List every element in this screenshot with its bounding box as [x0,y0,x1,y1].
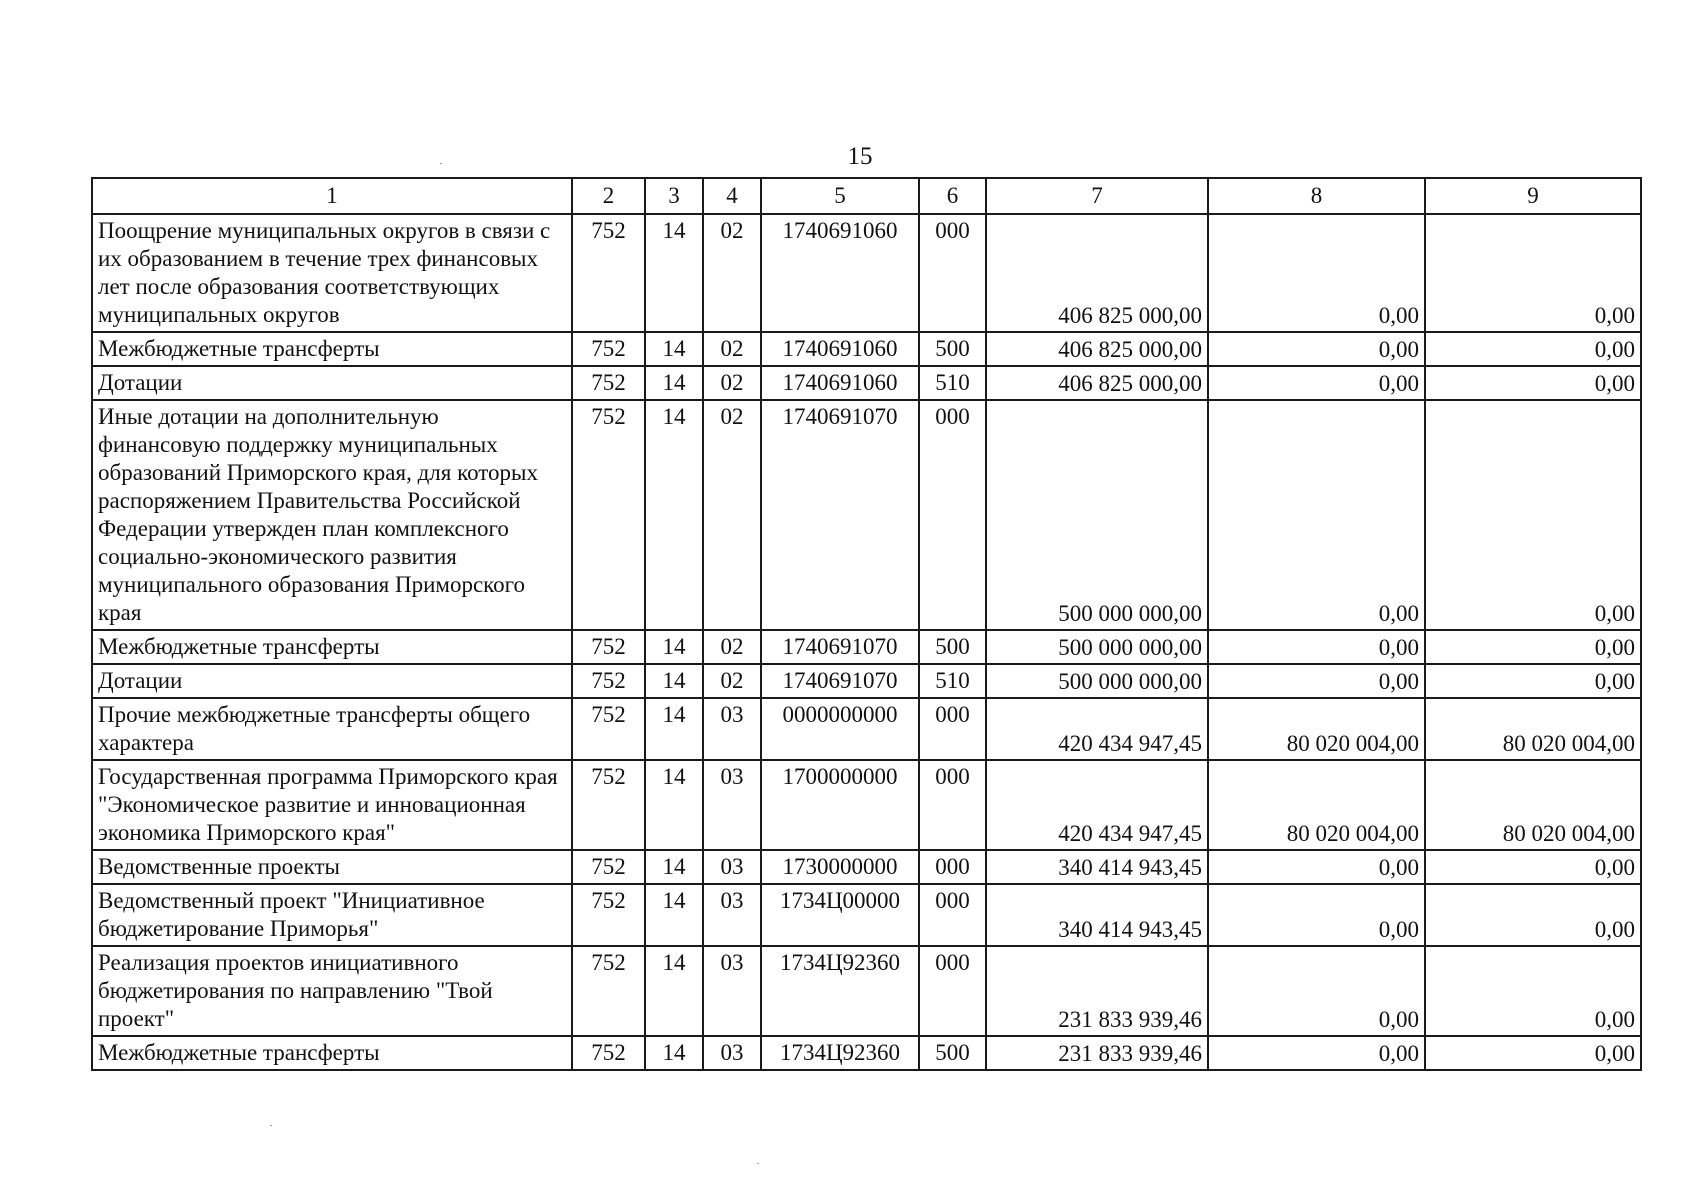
amount-col-7: 406 825 000,00 [986,214,1208,332]
table-row [92,332,1641,366]
ministry-code: 752 [572,698,645,760]
expense-type-code: 510 [919,664,986,698]
expense-type-code: 000 [919,760,986,850]
amount-col-8: 80 020 004,00 [1208,698,1425,760]
amount-col-9: 0,00 [1425,946,1641,1036]
amount-col-7: 420 434 947,45 [986,698,1208,760]
table-row [92,698,1641,760]
section-code: 14 [645,884,703,946]
subsection-code: 03 [703,884,761,946]
amount-col-7: 500 000 000,00 [986,630,1208,664]
column-header: 6 [919,178,986,214]
scan-speck [440,163,442,164]
amount-col-9: 80 020 004,00 [1425,698,1641,760]
amount-col-8: 0,00 [1208,214,1425,332]
budget-table [91,177,1642,1071]
table-row [92,214,1641,332]
amount-col-7: 231 833 939,46 [986,1036,1208,1070]
target-item-code: 1734Ц92360 [761,946,919,1036]
amount-col-7: 340 414 943,45 [986,884,1208,946]
table-row [92,664,1641,698]
ministry-code: 752 [572,400,645,630]
row-name: Межбюджетные трансферты [92,1036,572,1070]
row-name: Межбюджетные трансферты [92,630,572,664]
row-name: Поощрение муниципальных округов в связи с их образованием в течение трех финансовых лет после образования соответствующих муниципальных округов [92,214,572,332]
column-header: 1 [92,178,572,214]
row-name: Прочие межбюджетные трансферты общего характера [92,698,572,760]
subsection-code: 03 [703,946,761,1036]
amount-col-8: 0,00 [1208,884,1425,946]
subsection-code: 02 [703,630,761,664]
subsection-code: 03 [703,850,761,884]
amount-col-9: 0,00 [1425,630,1641,664]
table-row [92,850,1641,884]
row-name: Дотации [92,366,572,400]
ministry-code: 752 [572,214,645,332]
table-row [92,400,1641,630]
subsection-code: 03 [703,760,761,850]
column-header: 7 [986,178,1208,214]
amount-col-9: 0,00 [1425,214,1641,332]
ministry-code: 752 [572,664,645,698]
amount-col-9: 0,00 [1425,884,1641,946]
amount-col-9: 0,00 [1425,400,1641,630]
target-item-code: 1700000000 [761,760,919,850]
amount-col-7: 420 434 947,45 [986,760,1208,850]
amount-col-8: 0,00 [1208,400,1425,630]
table-header-row [92,178,1641,214]
amount-col-9: 0,00 [1425,1036,1641,1070]
row-name: Государственная программа Приморского края "Экономическое развитие и инновационная экономика Приморского края" [92,760,572,850]
expense-type-code: 000 [919,884,986,946]
section-code: 14 [645,698,703,760]
amount-col-7: 340 414 943,45 [986,850,1208,884]
section-code: 14 [645,630,703,664]
table-row [92,884,1641,946]
section-code: 14 [645,946,703,1036]
table-row [92,366,1641,400]
target-item-code: 1740691070 [761,630,919,664]
amount-col-8: 0,00 [1208,630,1425,664]
table-row [92,630,1641,664]
amount-col-8: 0,00 [1208,946,1425,1036]
column-header: 3 [645,178,703,214]
amount-col-8: 0,00 [1208,664,1425,698]
target-item-code: 1740691070 [761,664,919,698]
page-number: 15 [847,143,873,170]
amount-col-7: 500 000 000,00 [986,664,1208,698]
target-item-code: 1740691060 [761,332,919,366]
section-code: 14 [645,664,703,698]
column-header: 8 [1208,178,1425,214]
section-code: 14 [645,332,703,366]
section-code: 14 [645,214,703,332]
column-header: 5 [761,178,919,214]
section-code: 14 [645,400,703,630]
target-item-code: 1730000000 [761,850,919,884]
table-row [92,1036,1641,1070]
ministry-code: 752 [572,760,645,850]
expense-type-code: 000 [919,946,986,1036]
column-header: 4 [703,178,761,214]
expense-type-code: 510 [919,366,986,400]
ministry-code: 752 [572,366,645,400]
amount-col-8: 0,00 [1208,850,1425,884]
expense-type-code: 000 [919,850,986,884]
expense-type-code: 000 [919,400,986,630]
scan-speck [757,1163,759,1164]
target-item-code: 1740691060 [761,214,919,332]
table-row [92,760,1641,850]
amount-col-9: 0,00 [1425,366,1641,400]
section-code: 14 [645,1036,703,1070]
row-name: Ведомственные проекты [92,850,572,884]
section-code: 14 [645,366,703,400]
amount-col-8: 0,00 [1208,366,1425,400]
amount-col-8: 0,00 [1208,332,1425,366]
amount-col-9: 80 020 004,00 [1425,760,1641,850]
amount-col-7: 406 825 000,00 [986,332,1208,366]
target-item-code: 1740691060 [761,366,919,400]
section-code: 14 [645,760,703,850]
row-name: Межбюджетные трансферты [92,332,572,366]
amount-col-8: 0,00 [1208,1036,1425,1070]
amount-col-8: 80 020 004,00 [1208,760,1425,850]
expense-type-code: 500 [919,332,986,366]
ministry-code: 752 [572,332,645,366]
target-item-code: 1734Ц00000 [761,884,919,946]
ministry-code: 752 [572,1036,645,1070]
ministry-code: 752 [572,884,645,946]
subsection-code: 02 [703,400,761,630]
column-header: 9 [1425,178,1641,214]
section-code: 14 [645,850,703,884]
subsection-code: 02 [703,214,761,332]
subsection-code: 03 [703,698,761,760]
expense-type-code: 000 [919,698,986,760]
target-item-code: 1740691070 [761,400,919,630]
row-name: Иные дотации на дополнительную финансовую поддержку муниципальных образований Приморского края, для которых распоряжением Правительства Российской Федерации утвержден план комплексного социально-экономического развития муниципального образования Приморского края [92,400,572,630]
subsection-code: 02 [703,366,761,400]
column-header: 2 [572,178,645,214]
subsection-code: 02 [703,664,761,698]
amount-col-9: 0,00 [1425,332,1641,366]
row-name: Реализация проектов инициативного бюджетирования по направлению "Твой проект" [92,946,572,1036]
target-item-code: 0000000000 [761,698,919,760]
amount-col-7: 406 825 000,00 [986,366,1208,400]
target-item-code: 1734Ц92360 [761,1036,919,1070]
amount-col-7: 500 000 000,00 [986,400,1208,630]
expense-type-code: 500 [919,1036,986,1070]
amount-col-7: 231 833 939,46 [986,946,1208,1036]
expense-type-code: 500 [919,630,986,664]
scan-speck [270,1125,272,1126]
row-name: Ведомственный проект "Инициативное бюджетирование Приморья" [92,884,572,946]
amount-col-9: 0,00 [1425,850,1641,884]
subsection-code: 02 [703,332,761,366]
amount-col-9: 0,00 [1425,664,1641,698]
table-row [92,946,1641,1036]
ministry-code: 752 [572,850,645,884]
ministry-code: 752 [572,630,645,664]
expense-type-code: 000 [919,214,986,332]
row-name: Дотации [92,664,572,698]
subsection-code: 03 [703,1036,761,1070]
ministry-code: 752 [572,946,645,1036]
